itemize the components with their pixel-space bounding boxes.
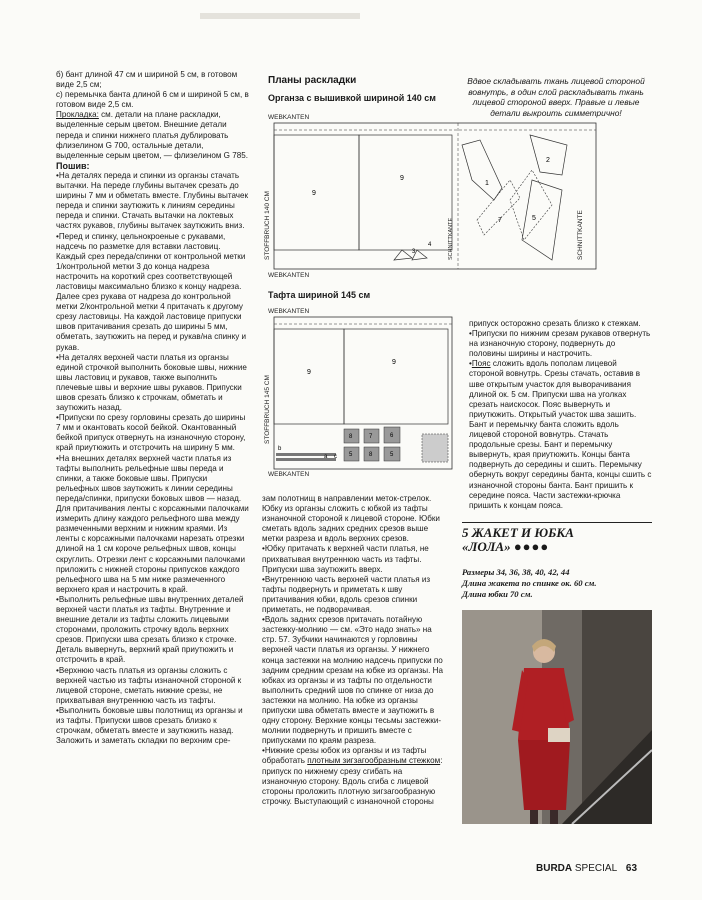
paragraph: припуск осторожно срезать близко к стежкам.: [469, 319, 641, 328]
svg-text:5: 5: [532, 215, 536, 222]
svg-text:6: 6: [390, 433, 394, 439]
paragraph: •Выполнить рельефные швы внутренних деталей верхней части платья из тафты. Внутренние и внешние детали из тафты сложить лицевыми сторонами, проложить строчку вдоль верхних срезов. Припуски шва срезать близко к строчке. Деталь вывернуть, верхний край приутюжить и отстрочить в край.: [56, 594, 244, 665]
svg-text:7: 7: [369, 434, 373, 440]
paragraph: •Внутреннюю часть верхней части платья из тафты подвернуть и приметать к шву притачивания юбки, вдоль срезов спинки приметать, не подворачивая.: [262, 574, 431, 615]
piece-5: [510, 170, 552, 240]
paragraph: •Выполнить боковые швы полотнищ из органзы и из тафты. Припуски швов срезать близко к строчкам, обметать вместе и заутюжить назад. Заложить и заметать складки по верхним сре-: [56, 705, 243, 746]
paragraph: с) перемычка банта длиной 6 см и шириной 5 см, в готовом виде 2,5 см.: [56, 90, 249, 110]
text-column-1: [56, 70, 250, 746]
paragraph: •Юбку притачать к верхней части платья, не прихватывая внутреннюю часть из тафты. Припуски шва заутюжить вверх.: [262, 544, 429, 574]
text-column-2: [262, 494, 447, 807]
paragraph: Пошив:: [56, 160, 90, 171]
svg-text:WEBKANTEN: WEBKANTEN: [268, 308, 310, 315]
paragraph: б) бант длиной 47 см и шириной 5 см, в готовом виде 2,5 см;: [56, 70, 238, 90]
svg-text:3: 3: [412, 249, 416, 255]
piece-9-left: [274, 135, 359, 250]
cut-edge-label-2: SCHNITTKANTE: [577, 210, 584, 260]
paragraph: •На деталях верхней части платья из органзы единой строчкой выполнить боковые швы, нижние швы ластовиц и рукавов, также выполнить плечевые швы и верхние швы рукавов. Припуски швов срезать близко к строчкам, обметать и заутюжить назад.: [56, 352, 247, 413]
piece-label: 9: [400, 175, 404, 182]
svg-text:8: 8: [349, 434, 353, 440]
paragraph: •Верхнюю часть платья из органзы сложить с верхней частью из тафты изнаночной стороной к лицевой стороне, сметать нижние срезы, не прихватывая внутреннюю часть из тафты.: [56, 665, 242, 705]
svg-text:b: b: [278, 446, 282, 452]
svg-text:9: 9: [307, 369, 311, 376]
taffeta-layout-label: Тафта шириной 145 см: [268, 290, 371, 300]
text-column-3: [469, 319, 652, 511]
svg-text:c: c: [334, 454, 337, 460]
svg-text:9: 9: [392, 359, 396, 366]
svg-text:4: 4: [428, 242, 432, 248]
jacket-info: Размеры 34, 36, 38, 40, 42, 44 Длина жакета по спинке ок. 60 см. Длина юбки 70 см.: [462, 567, 597, 599]
svg-text:5: 5: [390, 452, 394, 458]
svg-text:1: 1: [485, 180, 489, 187]
paragraph: Прокладка: см. детали на плане раскладки, выделенные серым цветом. Внешние детали переда и спинки нижнего платья дублировать флизелином G 700, остальные детали, выделенные серым цветом, — флизелином G 785.: [56, 110, 248, 160]
paragraph: •Перед и спинку, цельнокроеные с рукавами, надсечь по разметке для вставки ластовиц. Каждый срез переда/спинки от контрольной метки 1/контрольной метки 3 до конца надреза настрочить на короткий срез соответствующей ластовицы максимально близко к концу надреза. Далее срез рукава от надреза до контрольной метки 2/контрольной метки 4 притачать к другому срезу ластовицы. На каждой ластовице припуски швов притачивания срезать до ширины 5 мм, обметать, заутюжить на перед и рукав/на спинку и рукав.: [56, 231, 247, 352]
svg-text:7: 7: [498, 217, 502, 224]
paragraph: •Вдоль задних срезов притачать потайную застежку-молнию — см. «Это надо знать» на стр. 57. Зубчики начинаются у горловины верхней части платья из органзы. У нижнего конца застежки на молнию надсечь припуски по задним средним срезам на юбке из органзы. На юбках из органзы и из тафты по отдельности выполнить средний шов по спинке от низа до застежки на молнию. На юбке из органзы припуски шва обметать вместе и заутюжить в одну сторону. Верхние концы тесьмы застежки-молнии подвернуть и пришить вместе с припусками по краям разреза.: [262, 615, 443, 746]
svg-text:8: 8: [369, 452, 373, 458]
jacket-section-title: 5 ЖАКЕТ И ЮБКА «ЛОЛА» ●●●●: [462, 525, 574, 554]
svg-text:a: a: [324, 454, 328, 460]
paragraph: •Припуски по срезу горловины срезать до ширины 7 мм и окантовать косой бейкой. Окантованный бейкой припуск отвернуть на изнаночную сторону, край приутюжить и отстрочить на ширину 5 мм.: [56, 413, 246, 453]
svg-text:2: 2: [546, 157, 550, 164]
paragraph: •Припуски по нижним срезам рукавов отвернуть на изнаночную сторону, подвернуть до половины ширины и настрочить.: [469, 329, 651, 359]
fabric-outline: [274, 123, 596, 269]
taffeta-layout-diagram: [262, 304, 462, 484]
selvage-label-top: WEBKANTEN: [268, 114, 310, 121]
layout-note: Вдвое складывать ткань лицевой стороной вовнутрь, в один слой раскладывать ткань лицевой стороной вверх. Правые и левые детали выкроить симметрично!: [467, 76, 645, 118]
selvage-label-bottom: WEBKANTEN: [268, 272, 310, 279]
mirrored-page-header: [200, 7, 360, 15]
cut-edge-label-1: SCHNITTKANTE: [448, 217, 454, 260]
piece-9-right: [359, 135, 452, 250]
model-photo: [462, 610, 652, 824]
fold-label-organza: STOFFBRUCH 140 CM: [264, 191, 271, 260]
page-footer: BURDA SPECIAL 63: [536, 863, 638, 874]
paragraph: •На деталях переда и спинки из органзы стачать вытачки. На переде глубины вытачек срезать до ширины 7 мм и обметать вместе. Глубины вытачек переда и спинки заутюжить к линиям середины переда и спинки. Стачать вытачки на локтевых частях рукавов, глубины вытачек заутюжить вниз.: [56, 170, 249, 231]
paragraph: •На внешних деталях верхней части платья из тафты выполнить рельефные швы переда и спинки, а также боковые швы. Припуски рельефных швов заутюжить к линии середины переда/спинки, припуски боковых швов — назад. Для притачивания ленты с корсажными палочками измерить длину каждого рельефного шва между размеченными верхним и нижним краями. Из ленты с корсажными палочками нарезать отрезки длиной на 1 см короче рельефных швов, концы скруглить. Отрезки лент с корсажными палочками приложить с нижней стороны припусков каждого рельефного шва на 5 мм ниже размеченного верхнего края и настрочить в край.: [56, 453, 249, 594]
piece-1: [462, 140, 502, 200]
piece-6: [522, 180, 562, 260]
piece-7: [477, 180, 520, 235]
svg-text:STOFFBRUCH 145 CM: STOFFBRUCH 145 CM: [264, 375, 271, 444]
piece-2: [530, 135, 567, 175]
svg-text:WEBKANTEN: WEBKANTEN: [268, 471, 310, 478]
piece-label: 9: [312, 190, 316, 197]
paragraph: •Пояс сложить вдоль пополам лицевой стороной вовнутрь. Срезы стачать, оставив в шве открытым участок для выворачивания длиной ок. 5 см. Припуски шва на уголках срезать наискосок. Пояс вывернуть и приутюжить. Открытый участок шва зашить. Бант и перемычку банта сложить вдоль лицевой стороной вовнутрь. Стачать продольные срезы. Бант и перемычку вывернуть, края приутюжить. Концы банта подвернуть до середины и сшить. Перемычку обернуть вокруг середины банта, концы сшить с изнаночной стороны банта. Бант пришить к середине пояса. Части застежки-крючка пришить к концам пояса.: [469, 359, 652, 510]
svg-text:5: 5: [349, 452, 353, 458]
paragraph: зам полотнищ в направлении меток-стрелок. Юбку из органзы сложить с юбкой из тафты изнаночной стороной к лицевой стороне. Юбки сметать вдоль задних средних срезов выше метки разреза и вдоль верхних срезов.: [262, 494, 440, 544]
layout-plans-title: Планы раскладки: [268, 75, 357, 86]
organza-layout-label: Органза с вышивкой шириной 140 см: [268, 93, 436, 103]
paragraph: •Нижние срезы юбок из органзы и из тафты обработать плотным зигзагообразным стежком: припуск по нижнему срезу сгибать на изнаночную сторону. Вдоль сгиба с лицевой стороны проложить плотную зигзагообразную строчку. Выступающий с изнаночной стороны: [262, 746, 443, 806]
organza-layout-diagram: [262, 110, 602, 280]
